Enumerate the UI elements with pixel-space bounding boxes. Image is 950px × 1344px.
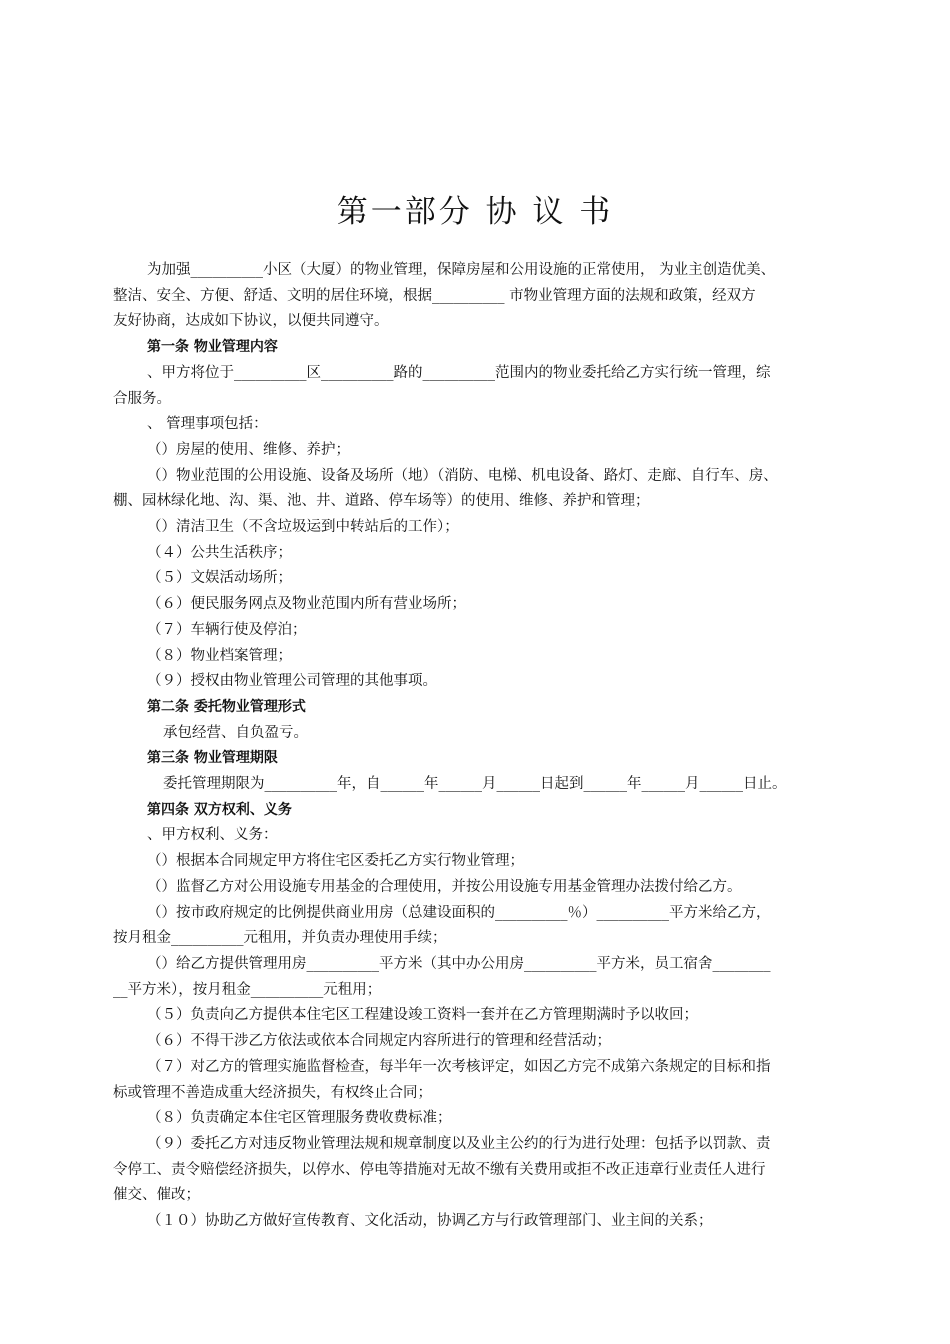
article-1-clause-2: 、 管理事项包括： bbox=[147, 416, 268, 433]
list-item: （）监督乙方对公用设施专用基金的合理使用，并按公用设施专用基金管理办法拨付给乙方。 bbox=[147, 878, 742, 895]
list-item: （）清洁卫生（不含垃圾运到中转站后的工作）； bbox=[147, 519, 459, 536]
list-item: （）给乙方提供管理用房__________平方米（其中办公用房__________平方米，员工宿舍________ __平方米），按月租金__________元租用； bbox=[113, 955, 771, 998]
list-item: （９）授权由物业管理公司管理的其他事项。 bbox=[147, 673, 437, 690]
article-4-subheading: 、甲方权利、义务： bbox=[147, 827, 278, 844]
list-item: （６）不得干涉乙方依法或依本合同规定内容所进行的管理和经营活动； bbox=[147, 1033, 611, 1050]
list-item: （５）文娱活动场所； bbox=[147, 570, 292, 587]
list-item: （７）对乙方的管理实施监督检查，每半年一次考核评定，如因乙方完不成第六条规定的目标和指 标或管理不善造成重大经济损失，有权终止合同； bbox=[113, 1058, 771, 1101]
article-1-clause-1: 、甲方将位于__________区__________路的__________范围内的物业委托给乙方实行统一管理，综 合服务。 bbox=[113, 364, 771, 407]
article-3-heading: 第三条 物业管理期限 bbox=[147, 750, 278, 767]
list-item: （８）负责确定本住宅区管理服务费收费标准； bbox=[147, 1110, 452, 1127]
list-item: （）根据本合同规定甲方将住宅区委托乙方实行物业管理； bbox=[147, 853, 524, 870]
intro-paragraph: 为加强__________小区（大厦）的物业管理，保障房屋和公用设施的正常使用， 为业主创造优美、 整洁、安全、方便、舒适、文明的居住环境，根据__________ 市物业管理方面的法规和政策，经双方 友好协商，达成如下协议，以便共同遵守。 bbox=[113, 262, 776, 330]
document-body bbox=[113, 258, 883, 1235]
article-3-text: 委托管理期限为__________年，自______年______月______日起到______年______月______日止。 bbox=[163, 776, 787, 793]
article-1-heading: 第一条 物业管理内容 bbox=[147, 339, 278, 356]
list-item: （）按市政府规定的比例提供商业用房（总建设面积的__________％）__________平方米给乙方， 按月租金__________元租用，并负责办理使用手续； bbox=[113, 904, 771, 947]
page-title: 第一部分 协 议 书 bbox=[336, 194, 614, 230]
list-item: （８）物业档案管理； bbox=[147, 647, 292, 664]
list-item: （６）便民服务网点及物业范围内所有营业场所； bbox=[147, 596, 466, 613]
list-item: （４）公共生活秩序； bbox=[147, 544, 292, 561]
article-2-heading: 第二条 委托物业管理形式 bbox=[147, 698, 306, 715]
article-2-text: 承包经营、自负盈亏。 bbox=[163, 724, 308, 741]
list-item: （５）负责向乙方提供本住宅区工程建设竣工资料一套并在乙方管理期满时予以收回； bbox=[147, 1007, 698, 1024]
list-item: （）物业范围的公用设施、设备及场所（地）（消防、电梯、机电设备、路灯、走廊、自行车、房、 棚、园林绿化地、沟、渠、池、井、道路、停车场等）的使用、维修、养护和管理； bbox=[113, 467, 778, 510]
list-item: （）房屋的使用、维修、养护； bbox=[147, 441, 350, 458]
article-4-heading: 第四条 双方权利、义务 bbox=[147, 801, 292, 818]
list-item: （９）委托乙方对违反物业管理法规和规章制度以及业主公约的行为进行处理：包括予以罚款、责 令停工、责令赔偿经济损失，以停水、停电等措施对无故不缴有关费用或拒不改正违章行业责任人进行 催交、催改； bbox=[113, 1135, 771, 1204]
list-item: （１０）协助乙方做好宣传教育、文化活动，协调乙方与行政管理部门、业主间的关系； bbox=[147, 1213, 713, 1230]
list-item: （７）车辆行使及停泊； bbox=[147, 621, 307, 638]
